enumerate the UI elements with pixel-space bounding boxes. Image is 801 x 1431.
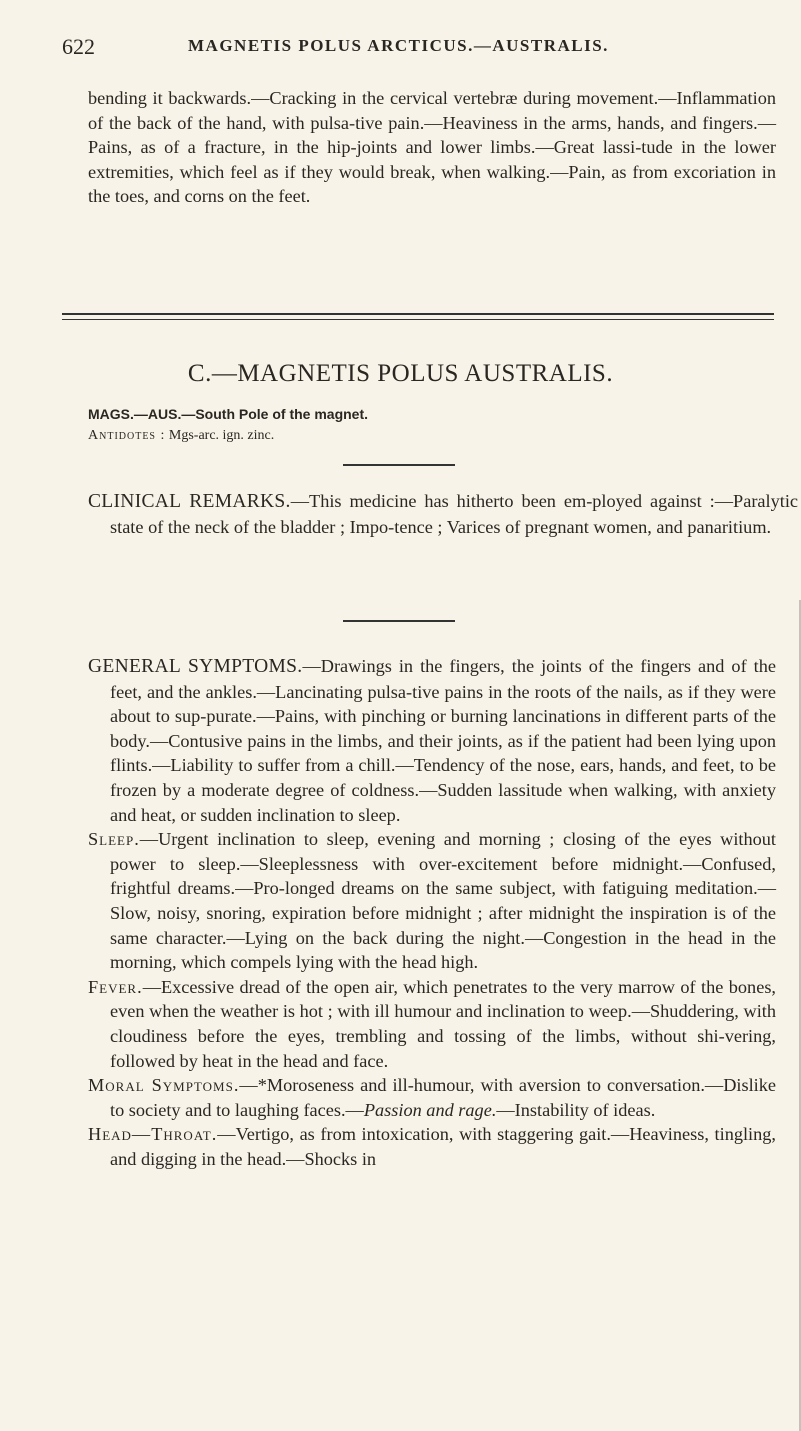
clinical-remarks-heading: CLINICAL REMARKS. [88, 491, 291, 512]
section-divider [62, 313, 774, 320]
page-number: 622 [62, 34, 95, 59]
section-title: C.—MAGNETIS POLUS AUSTRALIS. [187, 360, 614, 387]
sleep-heading: Sleep. [88, 829, 140, 850]
head-throat-paragraph [88, 1122, 776, 1171]
short-rule [343, 620, 455, 622]
antidotes-line [88, 428, 274, 444]
general-symptoms-paragraph [88, 654, 776, 827]
moral-symptoms-text: —*Moroseness and ill-humour, with aversion to conversation.—Dislike to society and to laughing faces.— [110, 1075, 777, 1120]
running-title: MAGNETIS POLUS ARCTICUS.—AUSTRALIS. [188, 36, 609, 55]
antidotes-text: Mgs-arc. ign. zinc. [165, 428, 275, 443]
head-throat-heading: Head—Throat. [88, 1124, 218, 1145]
paragraph-continued: bending it backwards.—Cracking in the cervical vertebræ during movement.—Inflammation of the back of the hand, with pulsa-tive pain.—Heaviness in the arms, hands, and fingers.—Pains, as of a fracture, in the hip-joints and lower limbs.—Great lassi-tude in the lower extremities, which feel as if they would break, when walking.—Pain, as from excoriation in the toes, and corns on the feet. [88, 88, 776, 207]
general-symptoms-heading: GENERAL SYMPTOMS. [88, 656, 303, 677]
moral-symptoms-paragraph [88, 1073, 777, 1122]
sleep-paragraph [88, 827, 776, 975]
short-rule [343, 464, 455, 466]
fever-text: —Excessive dread of the open air, which penetrates to the very marrow of the bones, even when the weather is hot ; with ill humour and inclination to weep.—Shuddering, with cloudiness before the eyes, trembling and tossing of the limbs, without shi-vering, followed by heat in the head and face. [110, 976, 776, 1071]
fever-paragraph [88, 975, 776, 1073]
clinical-remarks-paragraph [88, 489, 799, 539]
moral-symptoms-text-2: —Instability of ideas. [496, 1099, 656, 1120]
symptoms-block [88, 654, 776, 1171]
abbreviation-line: MAGS.—AUS.—South Pole of the magnet. [88, 406, 369, 422]
page-header [62, 34, 741, 64]
antidotes-label: Antidotes : [88, 428, 166, 443]
head-throat-text: —Vertigo, as from intoxication, with staggering gait.—Heaviness, tingling, and digging in the head.—Shocks in [110, 1124, 776, 1169]
moral-symptoms-heading: Moral Symptoms. [88, 1075, 240, 1096]
moral-symptoms-italic: Passion and rage. [363, 1099, 497, 1120]
fever-heading: Fever. [88, 976, 143, 997]
sleep-text: —Urgent inclination to sleep, evening and morning ; closing of the eyes without power to sleep.—Sleeplessness with over-excitement before midnight.—Confused, frightful dreams.—Pro-longed dreams on the same subject, with fatiguing meditation.—Slow, noisy, snoring, expiration before midnight ; after midnight the inspiration is of the same character.—Lying on the back during the night.—Congestion in the head in the morning, which compels lying with the head high. [110, 829, 776, 973]
clinical-remarks-text: —This medicine has hitherto been em-ployed against :—Paralytic state of the neck of the bladder ; Impo-tence ; Varices of pregnant women, and panaritium. [110, 491, 799, 537]
general-symptoms-text: —Drawings in the fingers, the joints of the fingers and of the feet, and the ankles.—Lancinating pulsa-tive pains in the roots of the nails, as if they were about to sup-purate.—Pains, with pinching or burning lancinations in different parts of the body.—Contusive pains in the limbs, and their joints, as if the patient had been lying upon flints.—Liability to suffer from a chill.—Tendency of the nose, ears, hands, and feet, to be frozen by a moderate degree of coldness.—Sudden lassitude when walking, with anxiety and heat, or sudden inclination to sleep. [110, 656, 776, 825]
